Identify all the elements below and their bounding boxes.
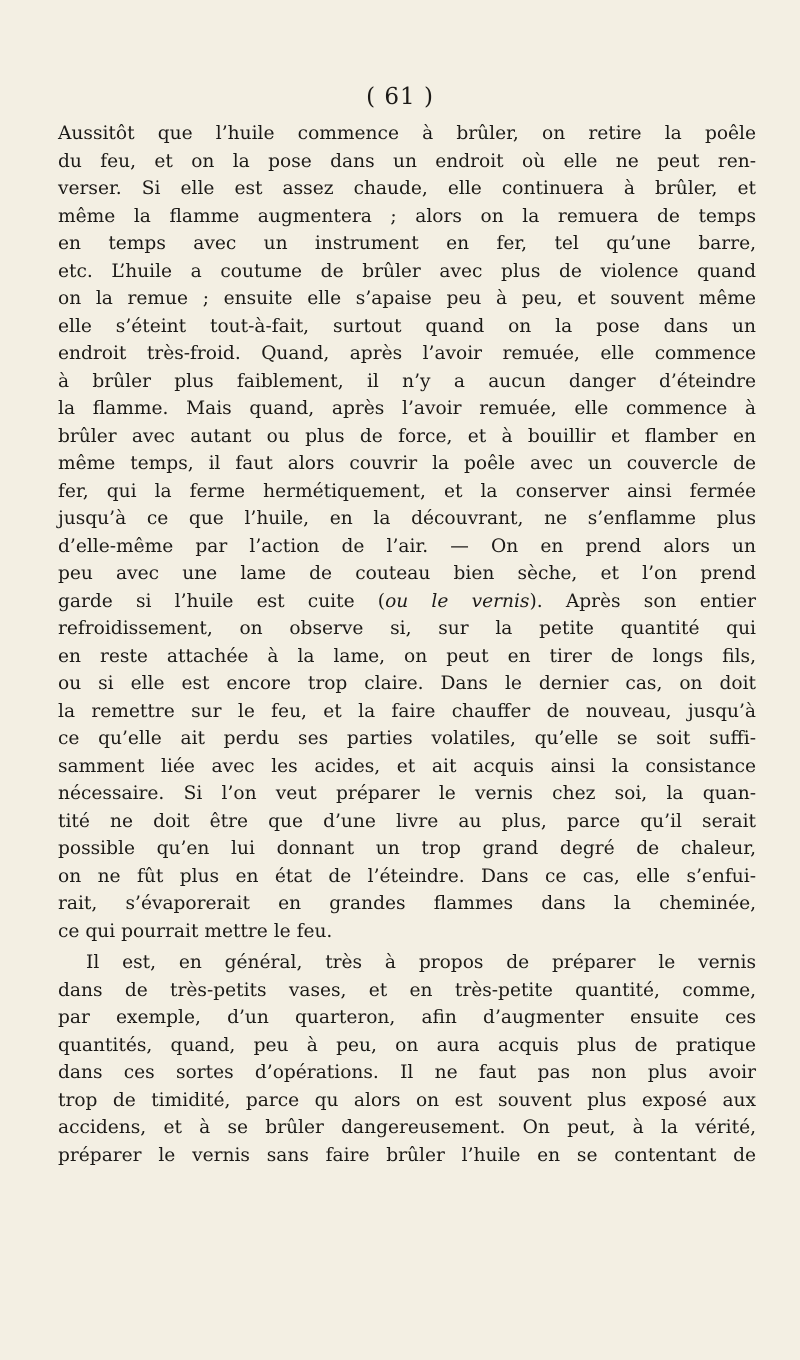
text-line: on ne fût plus en état de l’éteindre. Dans ce cas, elle s’enfui- xyxy=(58,865,756,887)
text-line: du feu, et on la pose dans un endroit où elle ne peut ren- xyxy=(58,150,756,172)
text-line: dans de très-petits vases, et en très-petite quantité, comme, xyxy=(58,979,756,1001)
text-line: dans ces sortes d’opérations. Il ne faut pas non plus avoir xyxy=(58,1062,756,1083)
text-line: par exemple, d’un quarteron, afin d’augmenter ensuite ces xyxy=(58,1007,756,1028)
text-line: verser. Si elle est assez chaude, elle continuera à brûler, et xyxy=(58,178,756,199)
text-line: Aussitôt que l’huile commence à brûler, on retire la poêle xyxy=(58,123,756,144)
text-line: d’elle-même par l’action de l’air. — On en prend alors un xyxy=(58,535,756,557)
text-line: peu avec une lame de couteau bien sèche, et l’on prend xyxy=(58,563,756,584)
paragraph-1 xyxy=(58,120,756,945)
body-text xyxy=(58,120,756,1169)
text-line: nécessaire. Si l’on veut préparer le vernis chez soi, la quan- xyxy=(58,783,756,804)
text-line: préparer le vernis sans faire brûler l’huile en se contentant de xyxy=(58,1144,756,1166)
text-line: Il est, en général, très à propos de préparer le vernis xyxy=(86,952,756,973)
page-number: ( 61 ) xyxy=(366,84,434,110)
text-line: trop de timidité, parce qu alors on est souvent plus exposé aux xyxy=(58,1089,756,1111)
text-line: quantités, quand, peu à peu, on aura acquis plus de pratique xyxy=(58,1034,756,1056)
text-line: elle s’éteint tout-à-fait, surtout quand on la pose dans un xyxy=(58,315,756,337)
text-line: la flamme. Mais quand, après l’avoir remuée, elle commence à xyxy=(58,398,756,419)
text-line: refroidissement, on observe si, sur la petite quantité qui xyxy=(58,618,756,639)
text-line: ce qui pourrait mettre le feu. xyxy=(58,920,333,942)
text-line: garde si l’huile est cuite (ou le vernis). Après son entier xyxy=(58,590,756,612)
text-line: brûler avec autant ou plus de force, et à bouillir et flamber en xyxy=(58,425,756,447)
text-line: endroit très-froid. Quand, après l’avoir remuée, elle commence xyxy=(58,343,756,364)
text-line: en temps avec un instrument en fer, tel qu’une barre, xyxy=(58,233,756,254)
text-line: possible qu’en lui donnant un trop grand degré de chaleur, xyxy=(58,838,756,859)
text-line: en reste attachée à la lame, on peut en tirer de longs fils, xyxy=(58,645,756,667)
text-line: ce qu’elle ait perdu ses parties volatiles, qu’elle se soit suffi- xyxy=(58,728,756,749)
text-line: même temps, il faut alors couvrir la poêle avec un couvercle de xyxy=(58,453,756,474)
text-line: fer, qui la ferme hermétiquement, et la conserver ainsi fermée xyxy=(58,480,756,502)
text-line: samment liée avec les acides, et ait acquis ainsi la consistance xyxy=(58,755,756,777)
text-line: tité ne doit être que d’une livre au plus, parce qu’il serait xyxy=(58,810,756,832)
text-line: à brûler plus faiblement, il n’y a aucun danger d’éteindre xyxy=(58,370,756,392)
paragraph-2 xyxy=(58,949,756,1169)
text-line: ou si elle est encore trop claire. Dans le dernier cas, on doit xyxy=(58,673,756,694)
text-line: rait, s’évaporerait en grandes flammes dans la cheminée, xyxy=(58,893,756,914)
text-line: etc. L’huile a coutume de brûler avec plus de violence quand xyxy=(58,260,756,282)
text-line: la remettre sur le feu, et la faire chauffer de nouveau, jusqu’à xyxy=(58,700,756,722)
text-line: jusqu’à ce que l’huile, en la découvrant, ne s’enflamme plus xyxy=(58,508,756,529)
text-line: accidens, et à se brûler dangereusement. On peut, à la vérité, xyxy=(58,1117,756,1138)
text-line: on la remue ; ensuite elle s’apaise peu à peu, et souvent même xyxy=(58,288,756,309)
text-line: même la flamme augmentera ; alors on la remuera de temps xyxy=(58,205,756,227)
